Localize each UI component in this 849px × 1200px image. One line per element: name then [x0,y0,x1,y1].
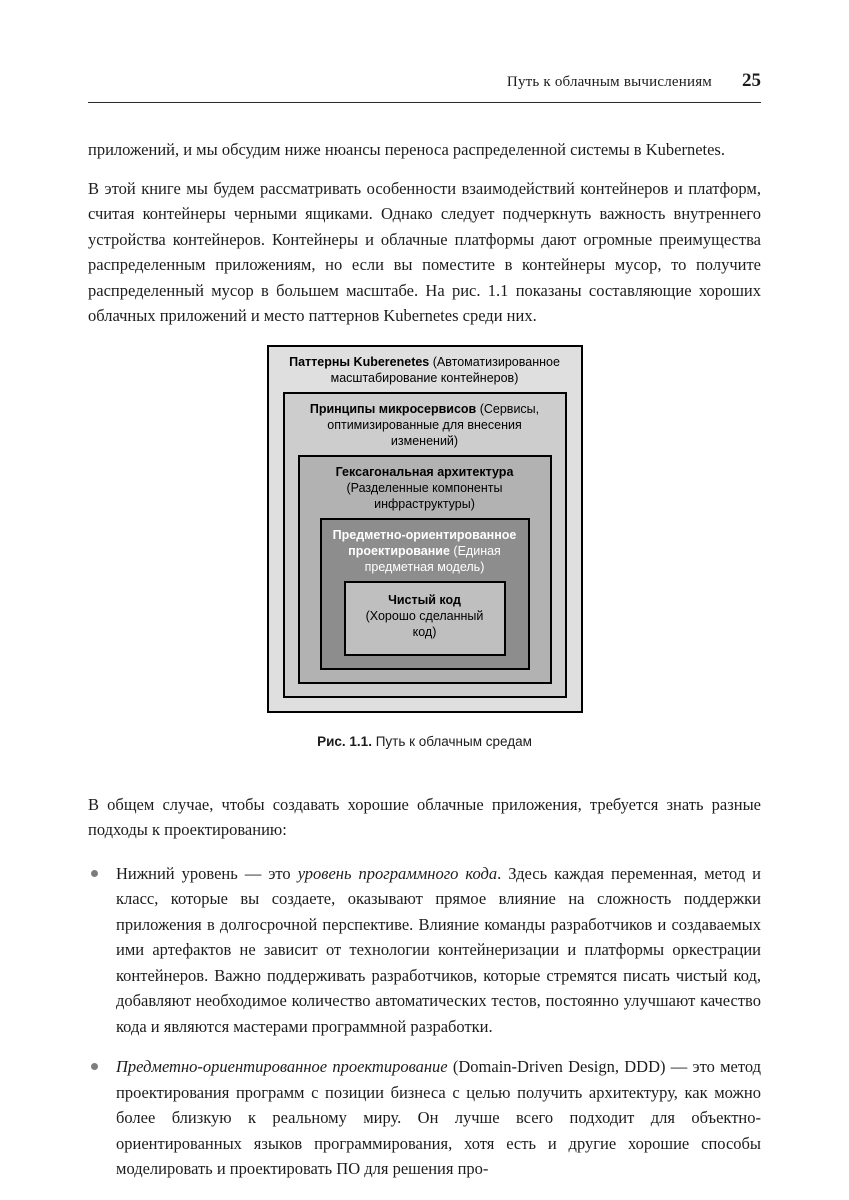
list-item-ddd [88,1054,761,1182]
page-number: 25 [742,70,761,91]
bullet-icon [91,1063,98,1070]
figure-caption [88,733,761,750]
figure-box-title: Предметно-ориентированное проектирование [332,527,517,558]
figure-box-subtitle: (Сервисы, оптимизированные для внесения изменений) [327,401,540,448]
figure-box-subtitle: (Разделенные компоненты инфраструктуры) [346,480,503,511]
page-header [88,70,761,103]
list-item-text: . Здесь каждая переменная, метод и класс, которые вы создаете, оказывают прямое влияние на сложность поддержки приложения в долгосрочной перспективе. Влияние команды разработчиков и создаваемых ими артефактов не зависит от технологии контейнеризации и платформы оркестрации контейнеров. Важно поддерживать разработчиков, которые стремятся писать чистый код, добавляют необходимое количество автоматических тестов, постоянно улучшают качество кода и являются мастерами программной разработки. [116,863,761,1036]
figure-box-clean-code [344,581,506,656]
running-title: Путь к облачным вычислениям [506,74,712,90]
figure-box-title: Паттерны Kuberenetes [289,354,430,369]
figure-box-title: Гексагональная архитектура [335,464,514,479]
figure-box-hexagonal [298,455,552,684]
paragraph-intro: приложений, и мы обсудим ниже нюансы переноса распределенной системы в Kubernetes. [88,140,725,159]
figure-box-subtitle: (Единая предметная модель) [364,543,501,574]
list-item-text: Нижний уровень — это [116,863,298,883]
figure-box-subtitle: (Хорошо сделанный код) [365,608,484,639]
figure-box-title: Принципы микросервисов [309,401,477,416]
figure-box-subtitle: (Автоматизированное масштабирование контейнеров) [330,354,560,385]
page-content [88,70,761,1197]
figure-caption-text: Путь к облачным средам [375,733,532,749]
figure-box-microservices [283,392,567,698]
list-item-text: (Domain-Driven Design, DDD) — это метод проектирования программ с позиции бизнеса с целью получить архитектуру, как можно более близкую к реальному миру. Он лучше всего подходит для объектно-ориентированных языков программирования, хотя есть и другие хорошие способы моделировать и проектировать ПО для решения про- [116,1057,761,1178]
list-item-emphasis: Предметно-ориентированное проектирование [116,1057,448,1076]
figure-box-title: Чистый код [388,592,461,607]
paragraph-list-intro: В общем случае, чтобы создавать хорошие облачные приложения, требуется знать разные подходы к проектированию: [88,794,761,839]
list-item-code-level [88,861,761,1040]
figure-caption-label: Рис. 1.1. [317,733,372,749]
figure-box-ddd [320,518,530,670]
bullet-icon [91,870,98,877]
design-approaches-list [88,861,761,1182]
figure-box-kubernetes-patterns [267,345,583,713]
paragraph-containers: В этой книге мы будем рассматривать особенности взаимодействий контейнеров и платформ, считая контейнеры черными ящиками. Однако следует подчеркнуть важность внутреннего устройства контейнеров. Контейнеры и облачные платформы дают огромные преимущества распределенным приложениям, но если вы поместите в контейнеры мусор, то получите распределенный мусор в большем масштабе. На рис. 1.1 показаны составляющие хороших облачных приложений и место паттернов Kubernetes среди них. [88,178,761,325]
list-item-emphasis: уровень программного кода [297,863,498,883]
figure-1-1 [88,345,761,713]
